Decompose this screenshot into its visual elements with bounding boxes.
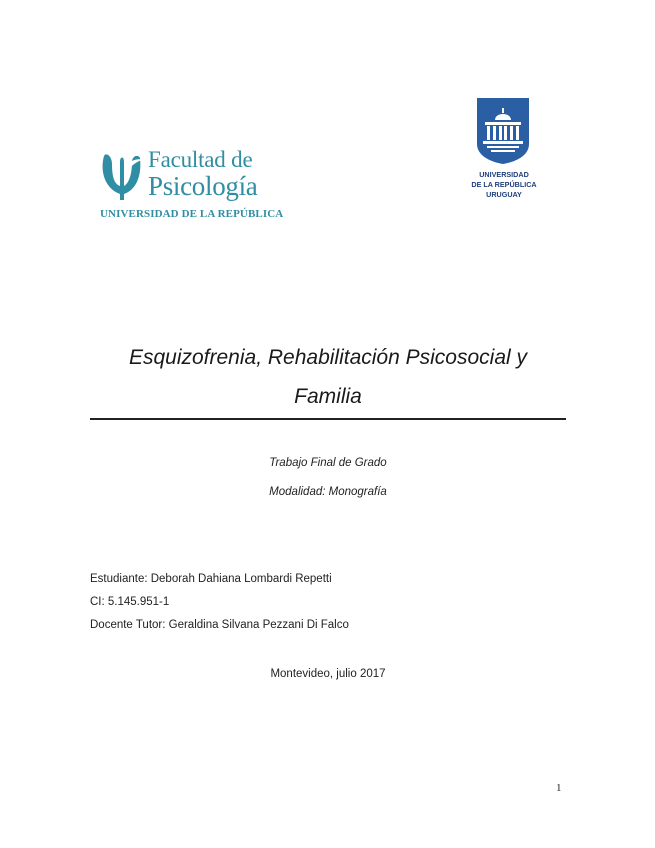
place-date: Montevideo, julio 2017 (270, 668, 386, 680)
title-line1: Esquizofrenia, Rehabilitación Psicosocial y (128, 346, 528, 369)
page-number: 1 (556, 782, 562, 794)
student-name: Estudiante: Deborah Dahiana Lombardi Repetti (90, 573, 332, 585)
udelar-logo (466, 98, 546, 206)
facultad-line1: Facultad de (148, 147, 253, 172)
university-building-icon (477, 98, 529, 164)
tutor-name: Docente Tutor: Geraldina Silvana Pezzani Di Falco (90, 619, 349, 631)
udelar-line2: DE LA REPÚBLICA (471, 180, 537, 189)
facultad-line2: Psicología (148, 171, 258, 201)
student-ci: CI: 5.145.951-1 (90, 596, 170, 608)
title-line2: Familia (294, 385, 362, 408)
document-title (90, 338, 566, 416)
title-divider (90, 418, 566, 420)
facultad-psicologia-logo (98, 146, 284, 226)
psi-emblem-icon (98, 150, 144, 202)
udelar-line3: URUGUAY (486, 190, 522, 199)
work-type: Trabajo Final de Grado (269, 457, 387, 469)
facultad-university-label: UNIVERSIDAD DE LA REPÚBLICA (100, 208, 284, 220)
udelar-text (466, 170, 542, 200)
work-modality: Modalidad: Monografía (269, 486, 387, 498)
udelar-line1: UNIVERSIDAD (479, 170, 529, 179)
